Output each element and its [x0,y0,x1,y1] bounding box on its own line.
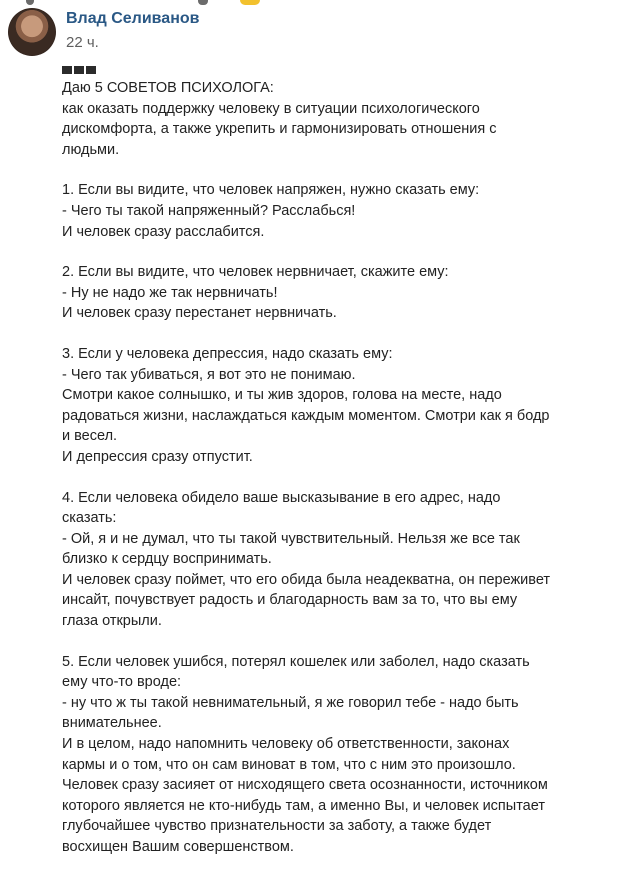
text-line: И человек сразу расслабится. [62,223,265,240]
text-line: И человек сразу перестанет нервничать. [62,305,337,322]
text-line: 2. Если вы видите, что человек нервничает, скажите ему: [62,264,449,281]
black-square-icon [74,66,84,74]
text-line: И человек сразу поймет, что его обида была неадекватна, он переживет [62,571,551,588]
text-line: - Ну не надо же так нервничать! [62,284,278,301]
text-line: глаза открыли. [62,613,162,630]
text-line: 5. Если человек ушибся, потерял кошелек или заболел, надо сказать [62,653,530,670]
black-square-icon [86,66,96,74]
intro-paragraph [62,78,634,160]
text-line: - Ой, я и не думал, что ты такой чувствительный. Нельзя же все так [62,530,520,547]
text-line: восхищен Вашим совершенством. [62,839,294,855]
avatar[interactable] [8,8,56,56]
text-line: радоваться жизни, наслаждаться каждым моментом. Смотри как я бодр [62,407,550,424]
text-line: Даю 5 СОВЕТОВ ПСИХОЛОГА: [62,80,274,96]
text-line: - ну что ж ты такой невнимательный, я же говорил тебе - надо быть [62,694,519,711]
text-line: сказать: [62,510,117,527]
text-line: Человек сразу засияет от нисходящего света осознанности, источником [62,777,548,794]
text-line: близко к сердцу воспринимать. [62,551,272,568]
text-line: людьми. [62,141,120,158]
black-square-icon [62,66,72,74]
post-time[interactable]: 22 ч. [66,34,99,51]
tip-1-paragraph [62,180,634,242]
post-header [8,8,628,58]
cropped-top-edge [0,0,640,6]
cropped-icon-fragment [198,0,208,5]
author-name[interactable]: Влад Селиванов [66,10,200,27]
tip-5-paragraph [62,652,634,858]
text-line: и весел. [62,428,118,445]
tip-3-paragraph [62,344,634,468]
text-line: кармы и о том, что он сам виноват в том, что с ним это произошло. [62,756,516,773]
text-line: И в целом, надо напомнить человеку об ответственности, законах [62,736,510,753]
text-line: глубочайшее чувство признательности за заботу, а также будет [62,818,492,835]
tip-2-paragraph [62,262,634,324]
text-line: внимательнее. [62,715,162,732]
tip-4-paragraph [62,488,634,632]
emoji-row [62,66,634,74]
text-line: инсайт, почувствует радость и благодарность вам за то, что вы ему [62,592,518,609]
text-line: которого является не кто-нибудь там, а именно Вы, и человек испытает [62,797,545,814]
text-line: дискомфорта, а также укрепить и гармонизировать отношения с [62,121,497,138]
text-line: - Чего так убиваться, я вот это не понимаю. [62,366,356,383]
cropped-icon-fragment [26,0,34,5]
text-line: И депрессия сразу отпустит. [62,448,253,465]
text-line: - Чего ты такой напряженный? Расслабься! [62,202,356,219]
text-line: как оказать поддержку человеку в ситуации психологического [62,100,480,117]
text-line: 1. Если вы видите, что человек напряжен, нужно сказать ему: [62,182,480,199]
text-line: 3. Если у человека депрессия, надо сказать ему: [62,345,393,362]
text-line: 4. Если человека обидело ваше высказывание в его адрес, надо [62,489,501,506]
text-line: ему что-то вроде: [62,674,182,691]
post-text [62,66,634,858]
cropped-emoji-fragment [240,0,260,5]
text-line: Смотри какое солнышко, и ты жив здоров, голова на месте, надо [62,387,502,404]
